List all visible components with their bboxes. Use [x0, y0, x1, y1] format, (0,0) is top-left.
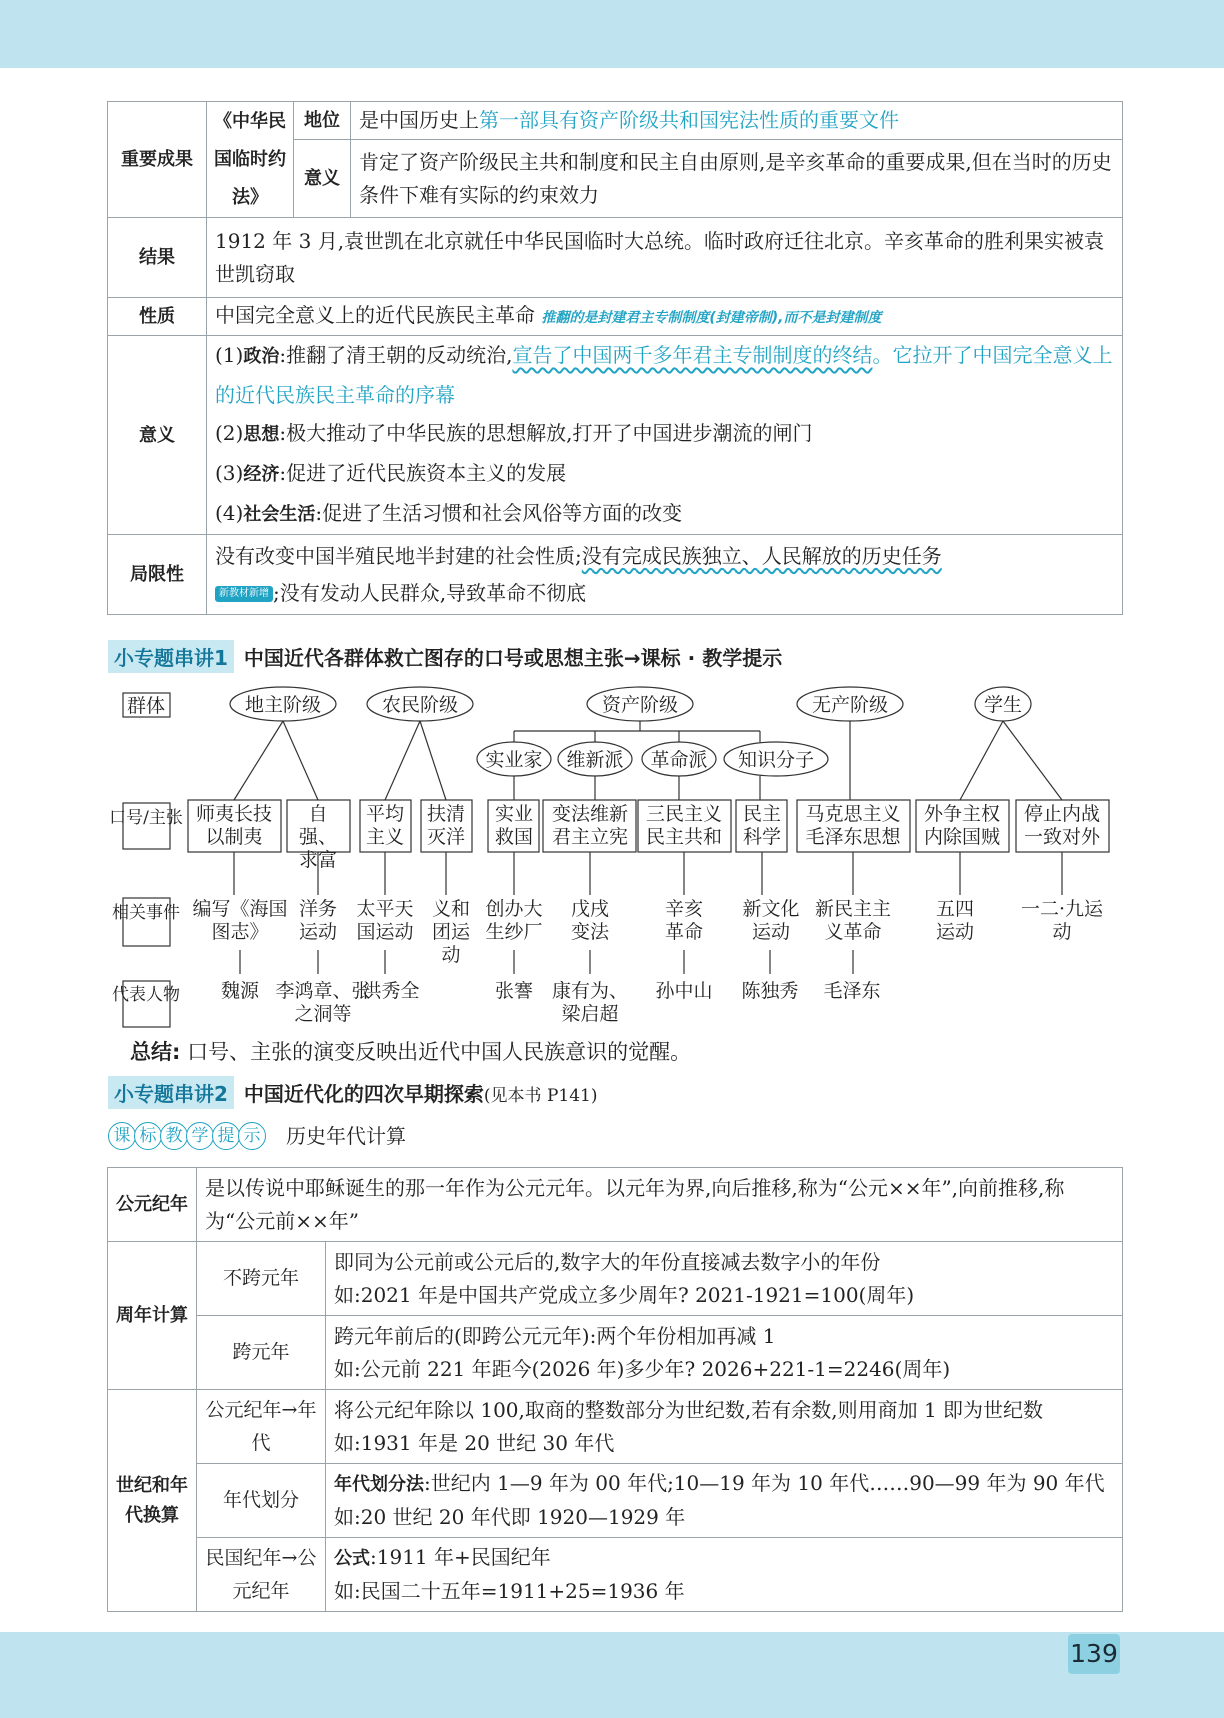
tip-title: 历史年代计算 [286, 1124, 406, 1148]
row-label-result: 结果 [108, 218, 207, 298]
meaning-item-2: (2)思想:极大推动了中华民族的思想解放,打开了中国进步潮流的闸门 [215, 421, 813, 445]
subgroup-reformists: 维新派 [566, 749, 624, 771]
meaning-list [207, 336, 1123, 535]
tip-char-5: 提 [212, 1122, 240, 1150]
ad-to-decade-text: 将公元纪年除以 100,取商的整数部分为世纪数,若有余数,则用商加 1 即为世纪数 如:1931 年是 20 世纪 30 年代 [326, 1390, 1123, 1464]
event-11: 一二·九运动 [1020, 898, 1104, 943]
tip-char-2: 标 [134, 1122, 162, 1150]
event-4: 义和团运动 [431, 898, 470, 966]
section2-badge: 小专题串讲2 [108, 1076, 234, 1109]
label-noncross: 不跨元年 [197, 1242, 326, 1316]
slogan-2: 自强、求富 [298, 803, 337, 871]
label-ad-to-decade: 公元纪年→年代 [197, 1390, 326, 1464]
sub-label-position: 地位 [294, 102, 351, 140]
event-7: 辛亥革命 [664, 898, 703, 943]
label-roc-to-ad: 民国纪年→公元纪年 [197, 1538, 326, 1612]
person-4: 张謇 [494, 980, 533, 1002]
row-label-meaning: 意义 [108, 336, 207, 535]
event-5: 创办大生纱厂 [485, 898, 543, 943]
summary-label: 总结: [130, 1040, 181, 1064]
label-decade-division: 年代划分 [197, 1464, 326, 1538]
event-6: 戊戌变法 [570, 898, 609, 943]
group-proletariat: 无产阶级 [811, 694, 889, 716]
tip-char-6: 示 [238, 1122, 266, 1150]
group-bourgeois: 资产阶级 [601, 694, 679, 716]
event-2: 洋务运动 [298, 898, 337, 943]
event-10: 五四运动 [935, 898, 974, 943]
event-3: 太平天国运动 [356, 898, 414, 943]
document-name: 《中华民国临时约法》 [207, 102, 294, 218]
person-7: 陈独秀 [741, 980, 799, 1002]
group-landlord: 地主阶级 [244, 694, 322, 716]
group-students: 学生 [983, 694, 1023, 716]
curriculum-tip-tag [108, 1122, 264, 1150]
row-label-group: 群体 [126, 695, 166, 717]
row-label-ad: 公元纪年 [108, 1168, 197, 1242]
row-label-slogan: 口号/主张 [109, 808, 183, 828]
noncross-text: 即同为公元前或公元后的,数字大的年份直接减去数字小的年份 如:2021 年是中国共产党成立多少周年? 2021-1921=100(周年) [326, 1242, 1123, 1316]
person-6: 孙中山 [655, 980, 713, 1002]
xinhai-table [107, 101, 1123, 615]
section1-header [108, 640, 782, 673]
page-number: 139 [1068, 1634, 1120, 1674]
decade-division-text: 年代划分法:世纪内 1—9 年为 00 年代;10—19 年为 10 年代……90—99 年为 90 年代 如:20 世纪 20 年代即 1920—1929 年 [326, 1464, 1123, 1538]
cross-text: 跨元年前后的(即跨公元元年):两个年份相加再减 1 如:公元前 221 年距今(2026 年)多少年? 2026+221-1=2246(周年) [326, 1316, 1123, 1390]
row-label-people: 代表人物 [112, 985, 180, 1005]
nature-text: 中国完全意义上的近代民族民主革命 推翻的是封建君主专制制度(封建帝制),而不是封建制度 [207, 298, 1123, 336]
row-label-limitation: 局限性 [108, 535, 207, 615]
limitation-text: 没有改变中国半殖民地半封建的社会性质;没有完成民族独立、人民解放的历史任务 新教材新增 ;没有发动人民群众,导致革命不彻底 [207, 535, 1123, 615]
tip-char-3: 教 [160, 1122, 188, 1150]
bottom-band [0, 1632, 1224, 1718]
new-textbook-tag: 新教材新增 [215, 586, 273, 602]
summary-text: 口号、主张的演变反映出近代中国人民族意识的觉醒。 [187, 1040, 692, 1064]
sub-label-significance: 意义 [294, 140, 351, 218]
row-label-events: 相关事件 [112, 903, 180, 923]
slogan-4: 扶清灭洋 [426, 803, 465, 848]
event-8: 新文化运动 [742, 898, 800, 943]
group-peasant: 农民阶级 [381, 694, 459, 716]
row-label-nature: 性质 [108, 298, 207, 336]
row-label-achievement: 重要成果 [108, 102, 207, 218]
section2-header [108, 1076, 597, 1109]
section1-title: 中国近代各群体救亡图存的口号或思想主张→课标 · 教学提示 [243, 646, 783, 670]
roc-to-ad-text: 公式:1911 年+民国纪年 如:民国二十五年=1911+25=1936 年 [326, 1538, 1123, 1612]
tip-char-1: 课 [108, 1122, 136, 1150]
nature-note: 推翻的是封建君主专制制度(封建帝制),而不是封建制度 [541, 309, 882, 326]
section2-ref: (见本书 P141) [483, 1086, 598, 1106]
person-5: 康有为、梁启超 [551, 980, 628, 1025]
person-2: 李鸿章、张之洞等 [275, 980, 371, 1025]
meaning-item-3: (3)经济:促进了近代民族资本主义的发展 [215, 461, 567, 485]
groups-diagram [0, 680, 1224, 1035]
position-text: 是中国历史上第一部具有资产阶级共和国宪法性质的重要文件 [351, 102, 1123, 140]
person-1: 魏源 [220, 980, 259, 1002]
slogan-6: 变法维新君主立宪 [551, 803, 628, 848]
row-label-anniversary: 周年计算 [108, 1242, 197, 1390]
section1-badge: 小专题串讲1 [108, 640, 234, 673]
slogan-1: 师夷长技以制夷 [195, 803, 272, 848]
subgroup-revolutionaries: 革命派 [650, 749, 708, 771]
result-text: 1912 年 3 月,袁世凯在北京就任中华民国临时大总统。临时政府迁往北京。辛亥革命的胜利果实被袁世凯窃取 [207, 218, 1123, 298]
slogan-10: 外争主权内除国贼 [923, 803, 1000, 848]
meaning-item-1: (1)政治:推翻了清王朝的反动统治,宣告了中国两千多年君主专制制度的终结。它拉开了中国完全意义上的近代民族民主革命的序幕 [215, 343, 1113, 407]
slogan-9: 马克思主义毛泽东思想 [805, 803, 901, 848]
row-label-century: 世纪和年代换算 [108, 1390, 197, 1612]
year-calc-table [107, 1167, 1123, 1612]
top-band [0, 0, 1224, 68]
person-3: 洪秀全 [362, 980, 420, 1002]
meaning-item-4: (4)社会生活:促进了生活习惯和社会风俗等方面的改变 [215, 501, 683, 525]
slogan-3: 平均主义 [365, 803, 404, 848]
subgroup-intellectuals: 知识分子 [737, 749, 815, 771]
person-8: 毛泽东 [823, 980, 881, 1002]
significance-text: 肯定了资产阶级民主共和制度和民主自由原则,是辛亥革命的重要成果,但在当时的历史条件下难有实际的约束效力 [351, 140, 1123, 218]
event-9: 新民主主义革命 [814, 898, 891, 943]
slogan-8: 民主科学 [742, 803, 781, 848]
slogan-11: 停止内战一致对外 [1023, 803, 1100, 848]
section2-title: 中国近代化的四次早期探索 [243, 1082, 484, 1106]
subgroup-industrialists: 实业家 [485, 749, 543, 771]
ad-text: 是以传说中耶稣诞生的那一年作为公元元年。以元年为界,向后推移,称为“公元××年”,向前推移,称为“公元前××年” [197, 1168, 1123, 1242]
slogan-7: 三民主义民主共和 [645, 803, 722, 848]
slogan-5: 实业救国 [494, 803, 533, 848]
tip-char-4: 学 [186, 1122, 214, 1150]
event-1: 编写《海国图志》 [192, 898, 288, 943]
label-cross: 跨元年 [197, 1316, 326, 1390]
summary [130, 1036, 691, 1066]
